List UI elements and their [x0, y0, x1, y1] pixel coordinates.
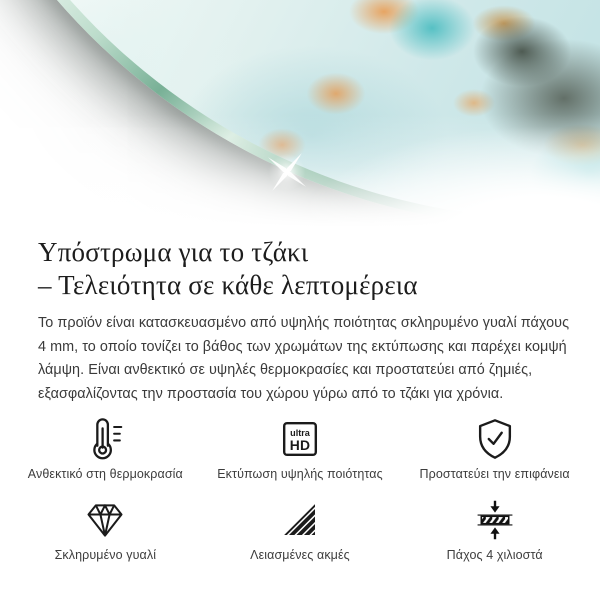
thickness-icon [473, 496, 517, 543]
page-title-line1: Υπόστρωμα για το τζάκι [38, 237, 309, 267]
feature-label: Προστατεύει την επιφάνεια [419, 467, 570, 481]
feature-label: Ανθεκτικό στη θερμοκρασία [27, 467, 183, 481]
shield-check-icon [472, 415, 518, 462]
feature-label: Σκληρυμένο γυαλί [54, 548, 157, 562]
feature-label: Εκτύπωση υψηλής ποιότητας [217, 467, 383, 481]
page-title-line2: – Τελειότητα σε κάθε λεπτομέρεια [38, 270, 418, 300]
product-description: Το προϊόν είναι κατασκευασμένο από υψηλής ποιότητας σκληρυμένο γυαλί πάχους 4 mm, το οποίο τονίζει το βάθος των χρωμάτων της εκτύπωσης και παρέχει κομψή λάμψη. Είναι ανθεκτικό σε υψηλές θερμοκρασίες και προστατεύει από ζημιές, εξασφαλίζοντας την προστασία του χώρου γύρω από το τζάκι για χρόνια. [38, 315, 570, 402]
page-title [38, 236, 570, 302]
ultra-hd-icon [277, 415, 323, 462]
feature-label: Πάχος 4 χιλιοστά [446, 548, 543, 562]
feature-thickness [397, 496, 592, 562]
product-hero-image [0, 0, 600, 234]
features-grid [8, 415, 592, 562]
feature-heat-resistant [8, 415, 203, 481]
feature-tempered-glass [8, 496, 203, 562]
thermometer-icon [82, 415, 128, 462]
feature-label: Λειασμένες ακμές [250, 548, 350, 562]
svg-text:HD: HD [289, 436, 311, 453]
svg-text:ultra: ultra [290, 427, 310, 438]
feature-polished-edges [203, 496, 398, 562]
feature-surface-protection [397, 415, 592, 481]
diamond-icon [82, 496, 128, 543]
polished-edges-icon [280, 496, 320, 543]
feature-hd-print [203, 415, 398, 481]
product-details-section [0, 236, 600, 562]
